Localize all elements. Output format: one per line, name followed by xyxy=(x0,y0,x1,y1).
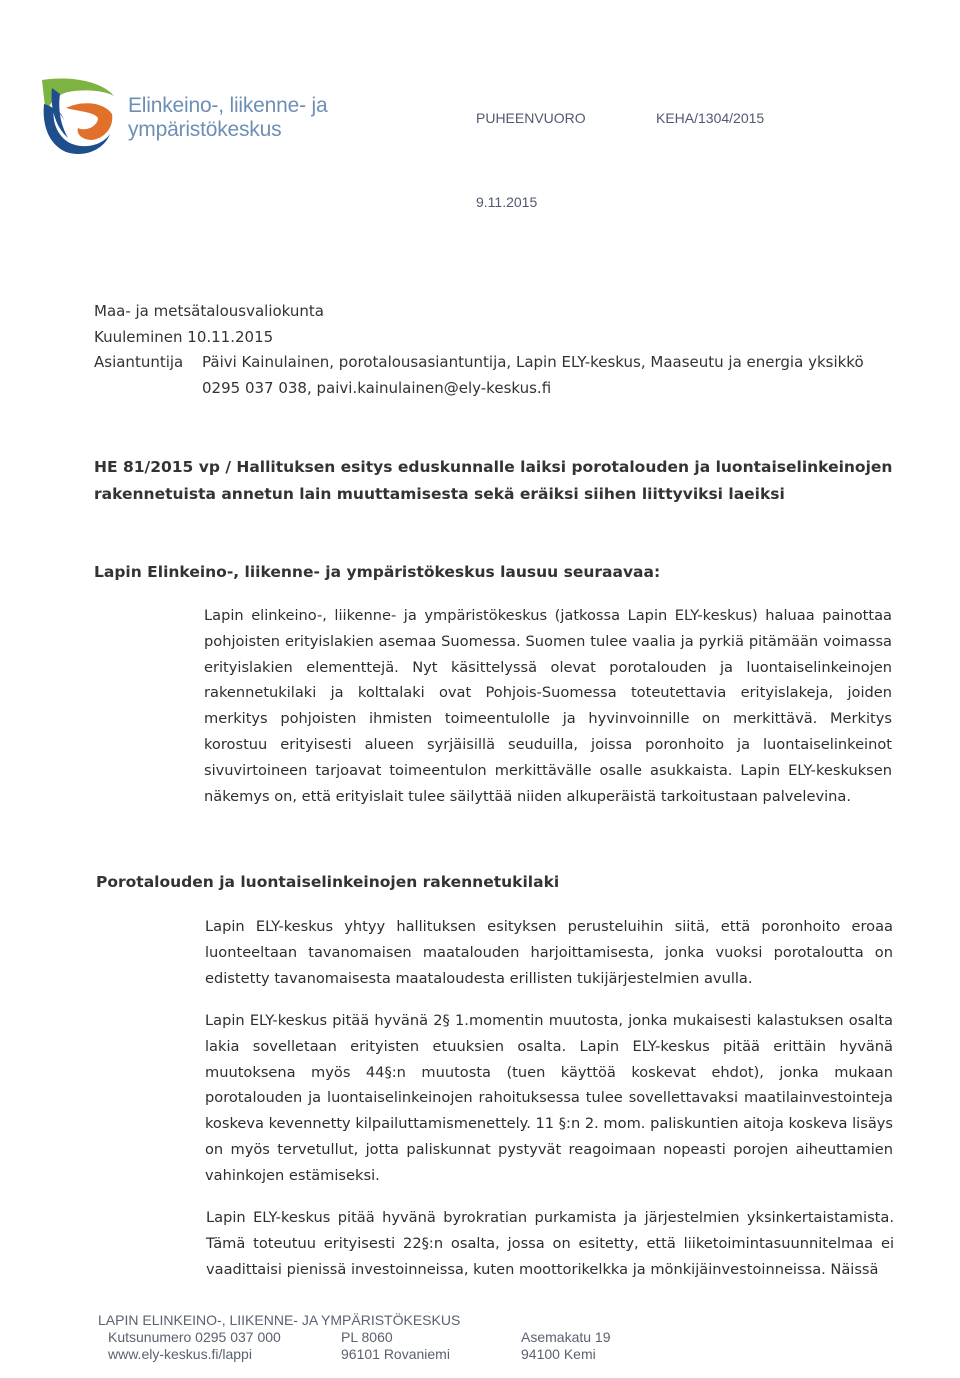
ely-leaf-logo-icon xyxy=(38,74,118,158)
logo-text xyxy=(128,94,327,142)
footer-organization: LAPIN ELINKEINO-, LIIKENNE- JA YMPÄRISTÖKESKUS xyxy=(98,1312,461,1328)
footer-po-city: 96101 Rovaniemi xyxy=(341,1346,450,1362)
statement-paragraph: Lapin elinkeino-, liikenne- ja ympäristökeskus (jatkossa Lapin ELY-keskus) haluaa painottaa pohjoisten erityislakien asemaa Suomessa. Suomen tulee vaalia ja pyrkiä pitämään voimassa erityislakien elementtejä. Nyt käsittelyssä olevat porotalouden ja luontaiselinkeinojen rakennetukilaki ja kolttalaki ovat Pohjois-Suomessa toteutettavia erityislakeja, joiden merkitys pohjoisten ihmisten toimeentulolle ja hyvinvoinnille on merkittävä. Merkitys korostuu erityisesti alueen syrjäisillä seuduilla, joissa poronhoito ja luontaiselinkeinot sivuvirtoineen tarjoavat toimeentulon merkittävälle osalle asukkaista. Lapin ELY-keskuksen näkemys on, että erityislait tulee säilyttää niiden alkuperäistä tarkoitustaan palvelevina. xyxy=(204,607,892,805)
expert-row xyxy=(94,352,864,372)
footer-po-box: PL 8060 xyxy=(341,1329,393,1345)
title-line2: rakennetuista annetun lain muuttamisesta sekä eräiksi siihen liittyviksi laeiksi xyxy=(94,485,785,503)
footer-street: Asemakatu 19 xyxy=(521,1329,611,1345)
expert-contact: 0295 037 038, paivi.kainulainen@ely-keskus.fi xyxy=(202,379,552,397)
hearing-date: Kuuleminen 10.11.2015 xyxy=(94,328,274,346)
reference-number: KEHA/1304/2015 xyxy=(656,110,765,126)
section2-paragraph-2: Lapin ELY-keskus pitää hyvänä 2§ 1.momentin muutosta, jonka mukaisesti kalastuksen osalta lakia sovelletaan erityisten etuuksien osalta. Lapin ELY-keskus pitää erittäin hyvänä muutoksena myös 44§:n muutosta (tuen käyttöä koskevat ehdot), jonka mukaan porotalouden ja luontaiselinkeinojen rahoituksessa tulee sovellettavaksi maatilainvestointeja koskeva kevennetty kilpailuttamismenettely. 11 §:n 2. mom. paliskuntien aitoja koskeva lisäys on myös tervetullut, jotta paliskunnat pystyvät reagoimaan nopeasti porojen aiheuttamien vahinkojen estämiseksi. xyxy=(205,1012,893,1184)
title-line1: HE 81/2015 vp / Hallituksen esitys eduskunnalle laiksi porotalouden ja luontaiselinkeinojen xyxy=(94,458,893,476)
statement-heading: Lapin Elinkeino-, liikenne- ja ympäristökeskus lausuu seuraavaa: xyxy=(94,563,661,581)
section-heading-rakennetukilaki: Porotalouden ja luontaiselinkeinojen rakennetukilaki xyxy=(96,873,560,891)
section2-paragraph-1: Lapin ELY-keskus yhtyy hallituksen esityksen perusteluihin siitä, että poronhoito eroaa luonteeltaan tavanomaisen maatalouden harjoittamisesta, jonka vuoksi porotaloutta on edistetty tavanomaisesta maataloudesta erillisten tukijärjestelmien avulla. xyxy=(205,918,893,987)
footer-phone: Kutsunumero 0295 037 000 xyxy=(108,1329,281,1345)
committee: Maa- ja metsätalousvaliokunta xyxy=(94,302,324,320)
document-type: PUHEENVUORO xyxy=(476,110,586,126)
expert-label: Asiantuntija xyxy=(94,353,184,371)
document-title xyxy=(94,454,894,508)
expert-name: Päivi Kainulainen, porotalousasiantuntija, Lapin ELY-keskus, Maaseutu ja energia yksikkö xyxy=(202,353,864,371)
ely-logo xyxy=(38,74,118,158)
section2-paragraph-3: Lapin ELY-keskus pitää hyvänä byrokratian purkamista ja järjestelmien yksinkertaistamista. Tämä toteutuu erityisesti 22§:n osalta, jossa on esitetty, että liiketoimintasuunnitelmaa ei vaadittaisi pienissä investoinneissa, kuten moottorikelkka ja mönkijäinvestoinneissa. Näissä xyxy=(206,1209,894,1278)
footer-website: www.ely-keskus.fi/lappi xyxy=(108,1346,252,1362)
document-date: 9.11.2015 xyxy=(476,194,538,210)
logo-text-line2: ympäristökeskus xyxy=(128,118,282,141)
footer-street-city: 94100 Kemi xyxy=(521,1346,596,1362)
logo-text-line1: Elinkeino-, liikenne- ja xyxy=(128,94,328,117)
